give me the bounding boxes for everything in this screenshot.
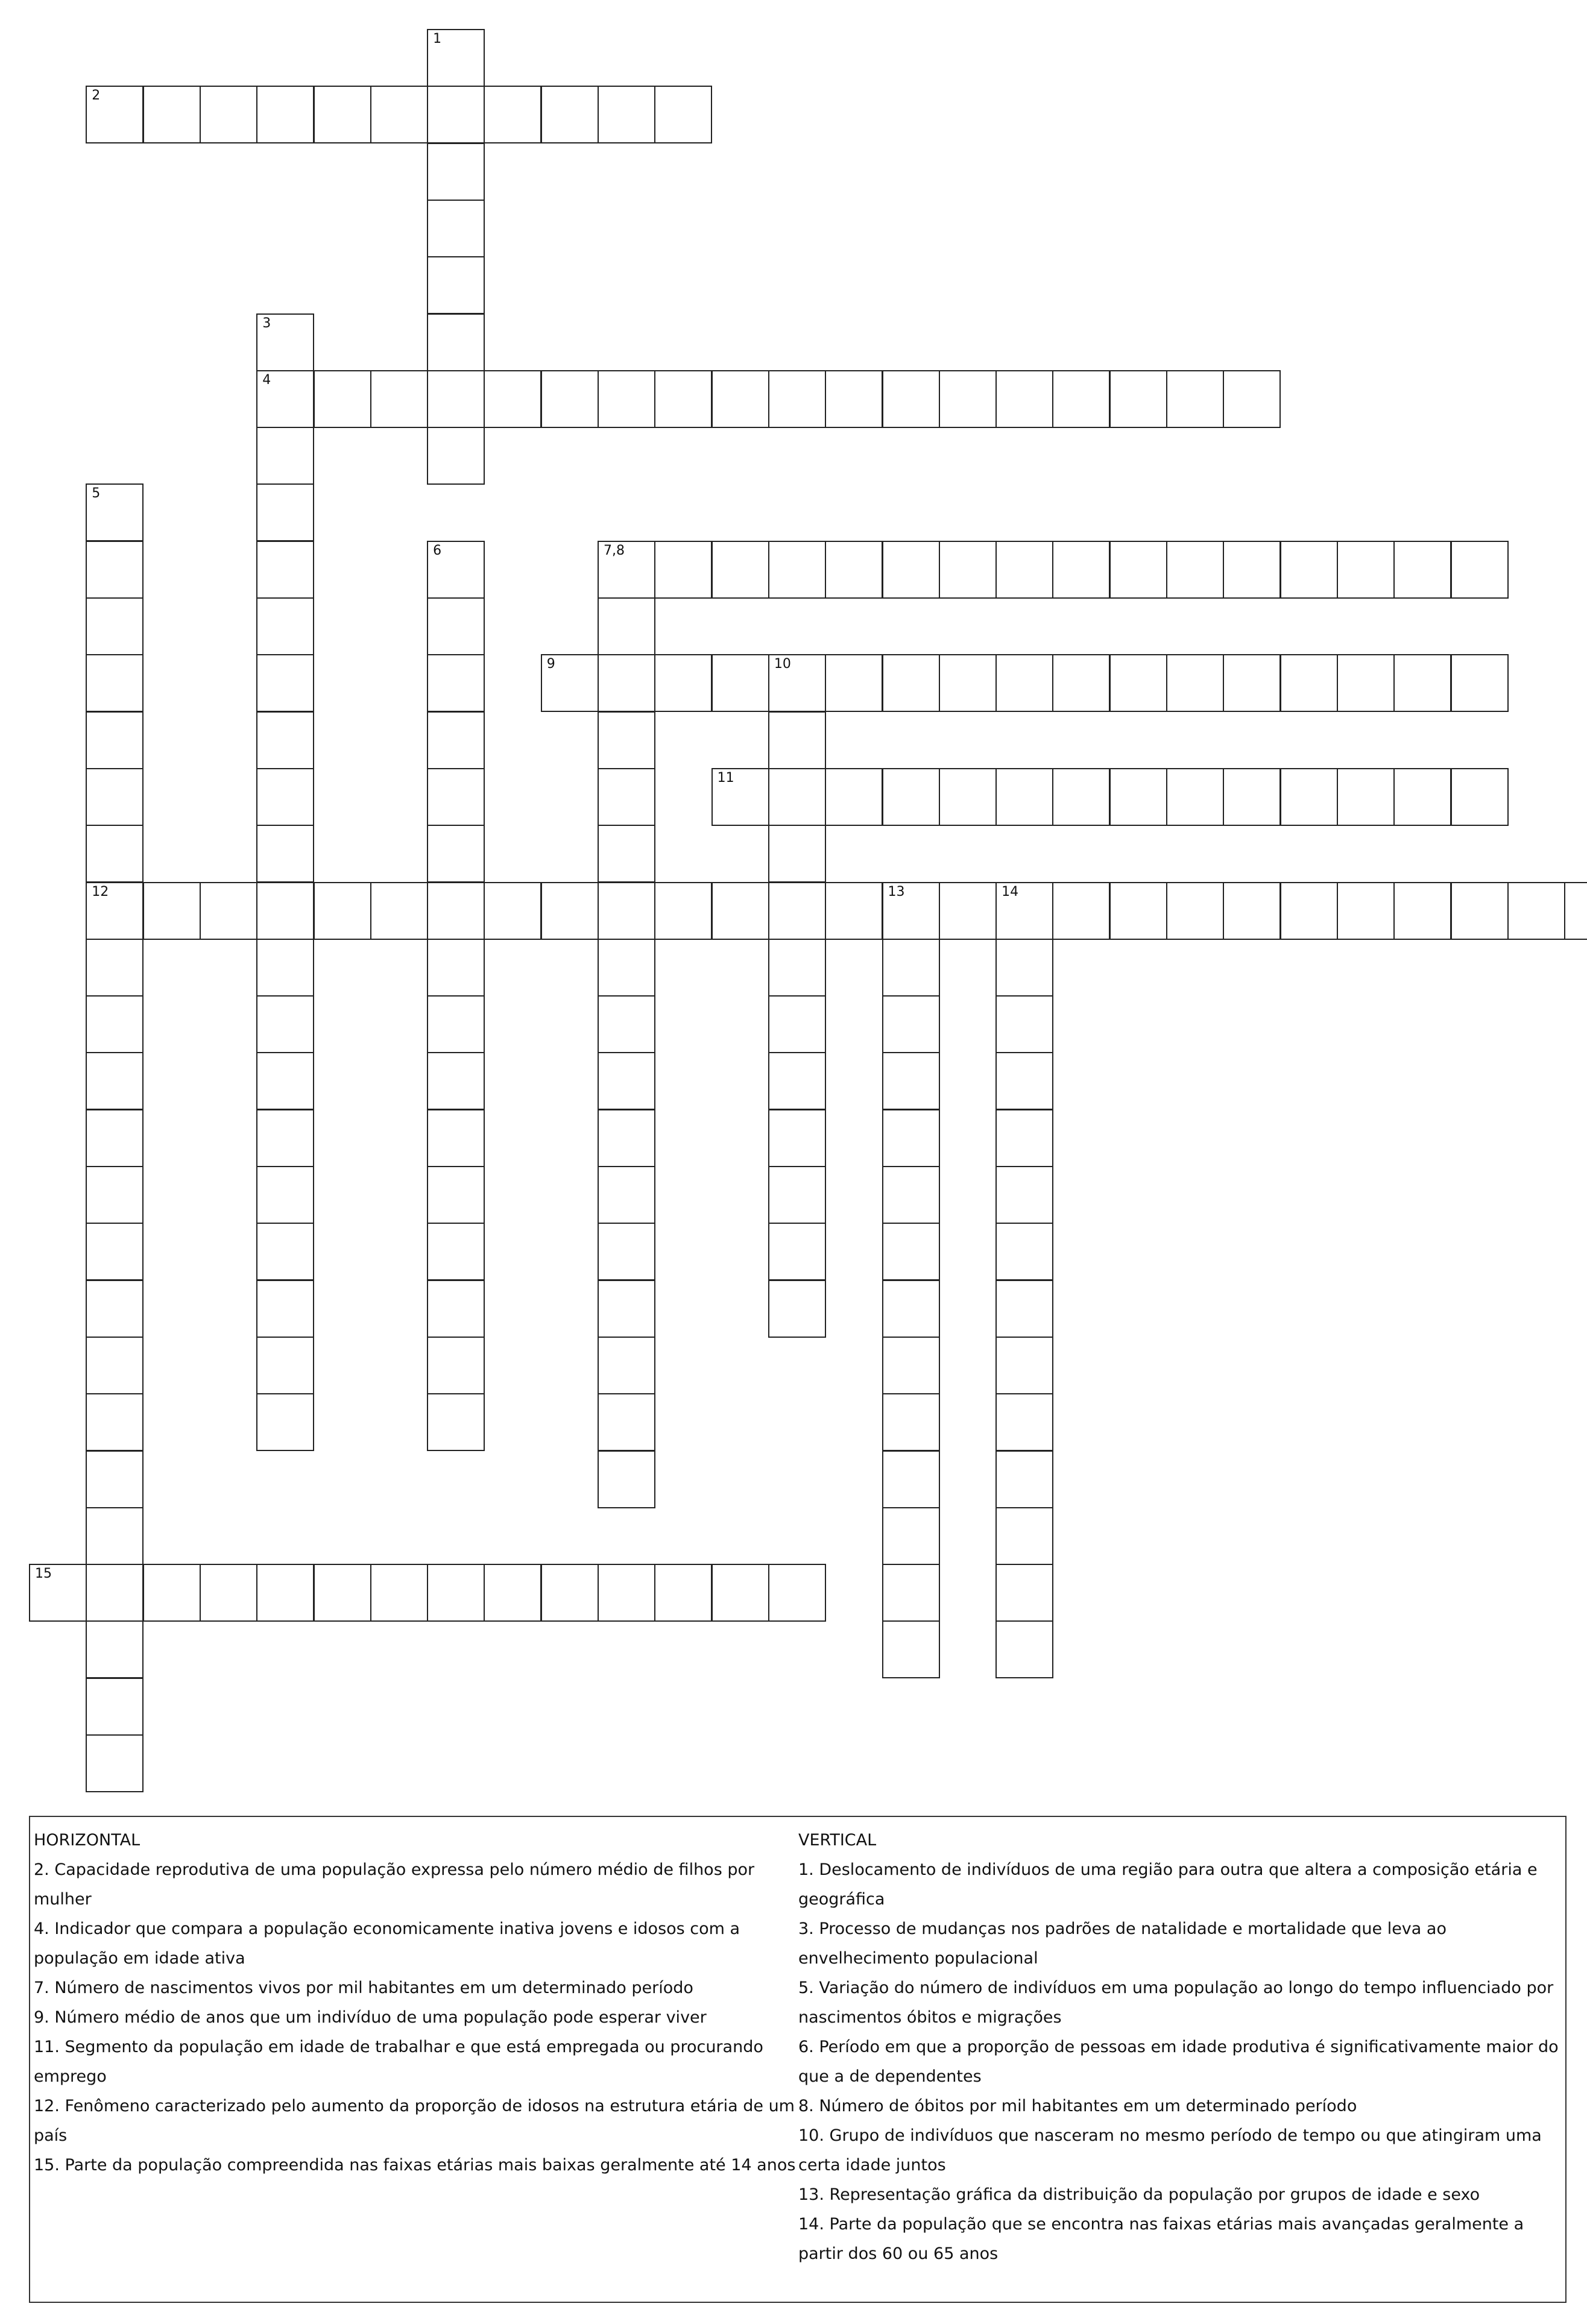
crossword-cell[interactable] bbox=[1052, 370, 1110, 428]
clue-number: 15 bbox=[35, 1566, 52, 1582]
crossword-cell[interactable] bbox=[995, 1564, 1053, 1622]
crossword-cell[interactable] bbox=[143, 882, 201, 940]
crossword-cell[interactable] bbox=[1280, 654, 1338, 712]
crossword-cell[interactable] bbox=[256, 711, 314, 769]
crossword-cell[interactable] bbox=[711, 541, 769, 599]
crossword-cell[interactable] bbox=[768, 1223, 826, 1280]
crossword-cell[interactable] bbox=[427, 597, 485, 655]
crossword-cell[interactable] bbox=[86, 541, 144, 599]
crossword-cell[interactable] bbox=[768, 768, 826, 826]
clue-line: 3. Processo de mudanças nos padrões de natalidade e mortalidade que leva ao bbox=[798, 1919, 1447, 1938]
crossword-cell[interactable] bbox=[314, 370, 371, 428]
crossword-cell[interactable] bbox=[143, 1564, 201, 1622]
crossword-cell[interactable] bbox=[654, 86, 712, 143]
crossword-cell[interactable] bbox=[1393, 541, 1451, 599]
crossword-cell[interactable] bbox=[86, 483, 144, 541]
crossword-cell[interactable] bbox=[995, 768, 1053, 826]
crossword-cell[interactable] bbox=[825, 370, 883, 428]
clue-number: 3 bbox=[262, 315, 271, 331]
clue-number: 12 bbox=[92, 884, 109, 899]
crossword-cell[interactable] bbox=[882, 939, 940, 997]
crossword-cell[interactable] bbox=[1337, 768, 1395, 826]
clue-line: 6. Período em que a proporção de pessoas em idade produtiva é significativamente maior do bbox=[798, 2038, 1559, 2056]
crossword-cell[interactable] bbox=[143, 86, 201, 143]
clue-line: 12. Fenômeno caracterizado pelo aumento da proporção de idosos na estrutura etária de um bbox=[34, 2097, 795, 2115]
crossword-cell[interactable] bbox=[882, 1166, 940, 1224]
crossword-cell[interactable] bbox=[29, 1564, 87, 1622]
crossword-cell[interactable] bbox=[256, 939, 314, 997]
crossword-cell[interactable] bbox=[598, 1393, 655, 1451]
crossword-cell[interactable] bbox=[484, 370, 541, 428]
crossword-cell[interactable] bbox=[882, 1052, 940, 1110]
crossword-cell[interactable] bbox=[768, 882, 826, 940]
crossword-cell[interactable] bbox=[256, 654, 314, 712]
crossword-cell[interactable] bbox=[1109, 370, 1167, 428]
clue-line: envelhecimento populacional bbox=[798, 1949, 1038, 1968]
crossword-cell[interactable] bbox=[427, 256, 485, 314]
clue-line: partir dos 60 ou 65 anos bbox=[798, 2244, 999, 2263]
crossword-cell[interactable] bbox=[995, 939, 1053, 997]
crossword-cell[interactable] bbox=[654, 882, 712, 940]
crossword-cell[interactable] bbox=[86, 882, 144, 940]
crossword-cell[interactable] bbox=[1166, 370, 1224, 428]
crossword-cell[interactable] bbox=[768, 1564, 826, 1622]
crossword-cell[interactable] bbox=[370, 86, 428, 143]
crossword-cell[interactable] bbox=[598, 711, 655, 769]
crossword-cell[interactable] bbox=[256, 1109, 314, 1167]
crossword-cell[interactable] bbox=[1052, 541, 1110, 599]
crossword-cell[interactable] bbox=[711, 768, 769, 826]
crossword-cell[interactable] bbox=[541, 654, 599, 712]
crossword-cell[interactable] bbox=[86, 86, 144, 143]
crossword-cell[interactable] bbox=[939, 541, 997, 599]
crossword-cell[interactable] bbox=[541, 86, 599, 143]
crossword-cell[interactable] bbox=[598, 597, 655, 655]
crossword-cell[interactable] bbox=[995, 1052, 1053, 1110]
crossword-cell[interactable] bbox=[654, 1564, 712, 1622]
crossword-cell[interactable] bbox=[427, 1280, 485, 1338]
crossword-cell[interactable] bbox=[86, 1678, 144, 1736]
crossword-cell[interactable] bbox=[1393, 768, 1451, 826]
crossword-cell[interactable] bbox=[427, 1109, 485, 1167]
crossword-cell[interactable] bbox=[256, 1223, 314, 1280]
clue-line: 15. Parte da população compreendida nas faixas etárias mais baixas geralmente até 14 anos bbox=[34, 2156, 796, 2174]
crossword-cell[interactable] bbox=[882, 882, 940, 940]
crossword-cell[interactable] bbox=[768, 1166, 826, 1224]
crossword-cell[interactable] bbox=[1337, 882, 1395, 940]
crossword-cell[interactable] bbox=[200, 1564, 257, 1622]
crossword-cell[interactable] bbox=[427, 541, 485, 599]
clue-line: mulher bbox=[34, 1890, 92, 1909]
crossword-cell[interactable] bbox=[256, 825, 314, 883]
crossword-cell[interactable] bbox=[995, 541, 1053, 599]
crossword-cell[interactable] bbox=[86, 1166, 144, 1224]
crossword-cell[interactable] bbox=[256, 597, 314, 655]
crossword-cell[interactable] bbox=[711, 370, 769, 428]
crossword-cell[interactable] bbox=[1109, 654, 1167, 712]
crossword-cell[interactable] bbox=[484, 86, 541, 143]
crossword-cell[interactable] bbox=[256, 370, 314, 428]
crossword-cell[interactable] bbox=[1393, 654, 1451, 712]
crossword-cell[interactable] bbox=[1564, 882, 1587, 940]
crossword-cell[interactable] bbox=[427, 825, 485, 883]
crossword-cell[interactable] bbox=[598, 1337, 655, 1394]
clue-line: certa idade juntos bbox=[798, 2156, 946, 2174]
crossword-cell[interactable] bbox=[427, 939, 485, 997]
crossword-cell[interactable] bbox=[1451, 654, 1509, 712]
crossword-cell[interactable] bbox=[825, 654, 883, 712]
crossword-cell[interactable] bbox=[427, 654, 485, 712]
clue-number: 7,8 bbox=[604, 543, 625, 558]
crossword-cell[interactable] bbox=[882, 1450, 940, 1508]
crossword-cell[interactable] bbox=[995, 1620, 1053, 1678]
crossword-cell[interactable] bbox=[370, 370, 428, 428]
clue-number: 10 bbox=[774, 657, 791, 672]
crossword-cell[interactable] bbox=[768, 825, 826, 883]
crossword-cell[interactable] bbox=[654, 370, 712, 428]
clue-number: 4 bbox=[262, 372, 271, 388]
crossword-cell[interactable] bbox=[86, 1564, 144, 1622]
crossword-cell[interactable] bbox=[995, 1450, 1053, 1508]
clue-line: 7. Número de nascimentos vivos por mil habitantes em um determinado período bbox=[34, 1979, 693, 1997]
crossword-cell[interactable] bbox=[995, 1109, 1053, 1167]
crossword-cell[interactable] bbox=[1337, 541, 1395, 599]
crossword-cell[interactable] bbox=[768, 654, 826, 712]
crossword-cell[interactable] bbox=[1223, 882, 1281, 940]
crossword-cell[interactable] bbox=[1166, 882, 1224, 940]
crossword-cell[interactable] bbox=[939, 654, 997, 712]
crossword-cell[interactable] bbox=[86, 1393, 144, 1451]
crossword-cell[interactable] bbox=[882, 654, 940, 712]
crossword-cell[interactable] bbox=[256, 882, 314, 940]
crossword-cell[interactable] bbox=[825, 882, 883, 940]
crossword-cell[interactable] bbox=[825, 768, 883, 826]
crossword-cell[interactable] bbox=[598, 1280, 655, 1338]
crossword-cell[interactable] bbox=[200, 882, 257, 940]
crossword-cell[interactable] bbox=[1223, 370, 1281, 428]
crossword-cell[interactable] bbox=[598, 1450, 655, 1508]
crossword-cell[interactable] bbox=[86, 1734, 144, 1792]
crossword-cell[interactable] bbox=[768, 370, 826, 428]
crossword-cell[interactable] bbox=[1337, 654, 1395, 712]
crossword-cell[interactable] bbox=[711, 1564, 769, 1622]
clue-number: 14 bbox=[1002, 884, 1019, 899]
crossword-cell[interactable] bbox=[427, 995, 485, 1053]
crossword-cell[interactable] bbox=[598, 939, 655, 997]
crossword-cell[interactable] bbox=[484, 1564, 541, 1622]
crossword-cell[interactable] bbox=[1451, 882, 1509, 940]
crossword-cell[interactable] bbox=[86, 1280, 144, 1338]
clues-panel bbox=[29, 1816, 1566, 2303]
crossword-cell[interactable] bbox=[86, 1109, 144, 1167]
crossword-cell[interactable] bbox=[427, 1564, 485, 1622]
crossword-cell[interactable] bbox=[1451, 541, 1509, 599]
crossword-cell[interactable] bbox=[1052, 768, 1110, 826]
clue-line: 10. Grupo de indivíduos que nasceram no mesmo período de tempo ou que atingiram uma bbox=[798, 2126, 1542, 2145]
crossword-cell[interactable] bbox=[598, 1109, 655, 1167]
crossword-cell[interactable] bbox=[882, 1280, 940, 1338]
crossword-cell[interactable] bbox=[1451, 768, 1509, 826]
clue-line: 2. Capacidade reprodutiva de uma população expressa pelo número médio de filhos por bbox=[34, 1860, 755, 1879]
crossword-cell[interactable] bbox=[370, 1564, 428, 1622]
crossword-cell[interactable] bbox=[1166, 541, 1224, 599]
crossword-cell[interactable] bbox=[995, 1337, 1053, 1394]
crossword-cell[interactable] bbox=[1280, 882, 1338, 940]
crossword-cell[interactable] bbox=[825, 541, 883, 599]
crossword-cell[interactable] bbox=[1109, 768, 1167, 826]
crossword-cell[interactable] bbox=[1052, 882, 1110, 940]
crossword-cell[interactable] bbox=[995, 1507, 1053, 1565]
clue-line: geográfica bbox=[798, 1890, 885, 1909]
clue-line: 13. Representação gráfica da distribuição da população por grupos de idade e sexo bbox=[798, 2185, 1480, 2204]
crossword-cell[interactable] bbox=[939, 768, 997, 826]
crossword-cell[interactable] bbox=[1507, 882, 1565, 940]
crossword-cell[interactable] bbox=[427, 200, 485, 257]
crossword-cell[interactable] bbox=[768, 1052, 826, 1110]
crossword-cell[interactable] bbox=[995, 1166, 1053, 1224]
clue-line: 4. Indicador que compara a população economicamente inativa jovens e idosos com a bbox=[34, 1919, 740, 1938]
crossword-cell[interactable] bbox=[86, 1052, 144, 1110]
crossword-cell[interactable] bbox=[995, 1393, 1053, 1451]
crossword-cell[interactable] bbox=[768, 939, 826, 997]
crossword-cell[interactable] bbox=[427, 1337, 485, 1394]
crossword-cell[interactable] bbox=[256, 313, 314, 371]
crossword-cell[interactable] bbox=[256, 483, 314, 541]
crossword-cell[interactable] bbox=[882, 541, 940, 599]
crossword-cell[interactable] bbox=[427, 313, 485, 371]
crossword-cell[interactable] bbox=[86, 654, 144, 712]
crossword-cell[interactable] bbox=[1223, 541, 1281, 599]
crossword-cell[interactable] bbox=[314, 86, 371, 143]
crossword-cell[interactable] bbox=[939, 370, 997, 428]
crossword-cell[interactable] bbox=[256, 1166, 314, 1224]
crossword-cell[interactable] bbox=[654, 654, 712, 712]
crossword-cell[interactable] bbox=[86, 1507, 144, 1565]
crossword-cell[interactable] bbox=[768, 1280, 826, 1338]
crossword-cell[interactable] bbox=[427, 143, 485, 201]
crossword-cell[interactable] bbox=[768, 711, 826, 769]
clue-line: 9. Número médio de anos que um indivíduo de uma população pode esperar viver bbox=[34, 2008, 707, 2027]
crossword-cell[interactable] bbox=[768, 1109, 826, 1167]
crossword-cell[interactable] bbox=[427, 711, 485, 769]
crossword-cell[interactable] bbox=[598, 1223, 655, 1280]
crossword-cell[interactable] bbox=[882, 1109, 940, 1167]
clue-line: 14. Parte da população que se encontra nas faixas etárias mais avançadas geralmente a bbox=[798, 2215, 1524, 2234]
clue-line: 8. Número de óbitos por mil habitantes em um determinado período bbox=[798, 2097, 1357, 2115]
crossword-cell[interactable] bbox=[995, 654, 1053, 712]
crossword-cell[interactable] bbox=[86, 939, 144, 997]
clue-line: que a de dependentes bbox=[798, 2067, 982, 2086]
clue-line: emprego bbox=[34, 2067, 107, 2086]
crossword-cell[interactable] bbox=[86, 1223, 144, 1280]
crossword-cell[interactable] bbox=[598, 825, 655, 883]
crossword-cell[interactable] bbox=[86, 995, 144, 1053]
crossword-cell[interactable] bbox=[598, 541, 655, 599]
crossword-cell[interactable] bbox=[882, 1393, 940, 1451]
vertical-clues bbox=[798, 1825, 1559, 2269]
crossword-cell[interactable] bbox=[86, 768, 144, 826]
crossword-cell[interactable] bbox=[882, 768, 940, 826]
crossword-cell[interactable] bbox=[427, 86, 485, 143]
crossword-cell[interactable] bbox=[314, 882, 371, 940]
crossword-cell[interactable] bbox=[541, 1564, 599, 1622]
crossword-cell[interactable] bbox=[256, 1052, 314, 1110]
vertical-heading: VERTICAL bbox=[798, 1831, 877, 1850]
crossword-cell[interactable] bbox=[86, 711, 144, 769]
clue-line: população em idade ativa bbox=[34, 1949, 245, 1968]
crossword-cell[interactable] bbox=[256, 768, 314, 826]
crossword-cell[interactable] bbox=[1280, 768, 1338, 826]
crossword-cell[interactable] bbox=[882, 1564, 940, 1622]
clue-number: 2 bbox=[92, 88, 101, 104]
crossword-cell[interactable] bbox=[598, 882, 655, 940]
crossword-cell[interactable] bbox=[1109, 882, 1167, 940]
crossword-cell[interactable] bbox=[256, 995, 314, 1053]
crossword-cell[interactable] bbox=[1109, 541, 1167, 599]
crossword-cell[interactable] bbox=[256, 1280, 314, 1338]
crossword-cell[interactable] bbox=[1166, 654, 1224, 712]
crossword-cell[interactable] bbox=[427, 370, 485, 428]
crossword-cell[interactable] bbox=[86, 1337, 144, 1394]
crossword-cell[interactable] bbox=[200, 86, 257, 143]
clue-line: nascimentos óbitos e migrações bbox=[798, 2008, 1062, 2027]
crossword-cell[interactable] bbox=[427, 29, 485, 87]
crossword-cell[interactable] bbox=[711, 882, 769, 940]
clue-line: país bbox=[34, 2126, 68, 2145]
clue-number: 13 bbox=[888, 884, 905, 899]
crossword-cell[interactable] bbox=[86, 825, 144, 883]
crossword-cell[interactable] bbox=[427, 427, 485, 485]
clue-line: 1. Deslocamento de indivíduos de uma região para outra que altera a composição etária e bbox=[798, 1860, 1538, 1879]
crossword-cell[interactable] bbox=[484, 882, 541, 940]
crossword-cell[interactable] bbox=[768, 995, 826, 1053]
crossword-cell[interactable] bbox=[654, 541, 712, 599]
crossword-cell[interactable] bbox=[598, 1564, 655, 1622]
crossword-cell[interactable] bbox=[427, 1393, 485, 1451]
crossword-cell[interactable] bbox=[882, 1337, 940, 1394]
clue-number: 5 bbox=[92, 486, 101, 502]
crossword-cell[interactable] bbox=[598, 654, 655, 712]
crossword-cell[interactable] bbox=[541, 370, 599, 428]
crossword-cell[interactable] bbox=[1223, 768, 1281, 826]
crossword-cell[interactable] bbox=[427, 882, 485, 940]
crossword-cell[interactable] bbox=[882, 995, 940, 1053]
crossword-cell[interactable] bbox=[256, 1393, 314, 1451]
crossword-cell[interactable] bbox=[427, 1052, 485, 1110]
crossword-cell[interactable] bbox=[995, 1280, 1053, 1338]
crossword-cell[interactable] bbox=[939, 882, 997, 940]
crossword-cell[interactable] bbox=[256, 1337, 314, 1394]
crossword-cell[interactable] bbox=[256, 86, 314, 143]
crossword-cell[interactable] bbox=[370, 882, 428, 940]
crossword-cell[interactable] bbox=[711, 654, 769, 712]
crossword-cell[interactable] bbox=[314, 1564, 371, 1622]
crossword-cell[interactable] bbox=[598, 370, 655, 428]
crossword-cell[interactable] bbox=[256, 541, 314, 599]
crossword-cell[interactable] bbox=[86, 597, 144, 655]
crossword-cell[interactable] bbox=[882, 1507, 940, 1565]
crossword-cell[interactable] bbox=[598, 768, 655, 826]
crossword-cell[interactable] bbox=[598, 86, 655, 143]
crossword-cell[interactable] bbox=[86, 1450, 144, 1508]
crossword-cell[interactable] bbox=[1223, 654, 1281, 712]
crossword-cell[interactable] bbox=[995, 1223, 1053, 1280]
horizontal-clues bbox=[34, 1825, 800, 2180]
crossword-cell[interactable] bbox=[882, 370, 940, 428]
crossword-cell[interactable] bbox=[427, 1166, 485, 1224]
crossword-cell[interactable] bbox=[86, 1620, 144, 1678]
crossword-cell[interactable] bbox=[427, 768, 485, 826]
crossword-cell[interactable] bbox=[1052, 654, 1110, 712]
clue-line: 11. Segmento da população em idade de trabalhar e que está empregada ou procurando bbox=[34, 2038, 763, 2056]
crossword-cell[interactable] bbox=[1280, 541, 1338, 599]
crossword-cell[interactable] bbox=[995, 995, 1053, 1053]
crossword-cell[interactable] bbox=[995, 370, 1053, 428]
clue-number: 9 bbox=[546, 657, 555, 672]
crossword-cell[interactable] bbox=[1393, 882, 1451, 940]
clue-number: 6 bbox=[433, 543, 442, 558]
crossword-cell[interactable] bbox=[882, 1620, 940, 1678]
clue-line: 5. Variação do número de indivíduos em uma população ao longo do tempo influenciado por bbox=[798, 1979, 1554, 1997]
crossword-cell[interactable] bbox=[768, 541, 826, 599]
crossword-cell[interactable] bbox=[256, 427, 314, 485]
crossword-cell[interactable] bbox=[598, 1166, 655, 1224]
clue-number: 11 bbox=[717, 770, 734, 786]
crossword-cell[interactable] bbox=[882, 1223, 940, 1280]
crossword-cell[interactable] bbox=[256, 1564, 314, 1622]
crossword-cell[interactable] bbox=[427, 1223, 485, 1280]
horizontal-heading: HORIZONTAL bbox=[34, 1831, 140, 1850]
crossword-cell[interactable] bbox=[598, 1052, 655, 1110]
clue-number: 1 bbox=[433, 31, 442, 46]
crossword-cell[interactable] bbox=[541, 882, 599, 940]
crossword-cell[interactable] bbox=[598, 995, 655, 1053]
crossword-cell[interactable] bbox=[995, 882, 1053, 940]
crossword-cell[interactable] bbox=[1166, 768, 1224, 826]
